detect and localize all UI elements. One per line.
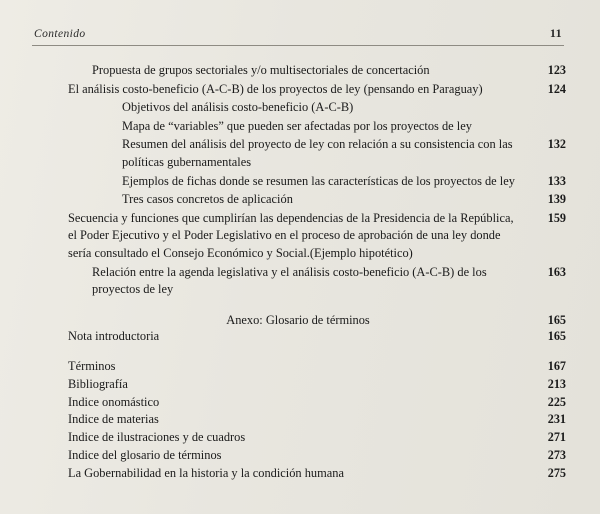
toc-entry-page: 124 (547, 81, 566, 96)
toc-entry-page: 123 (547, 63, 566, 77)
toc-tail-entry-label: Indice onomástico (68, 394, 160, 409)
header-rule (32, 45, 564, 46)
toc-tail-entry-page: 225 (547, 394, 566, 409)
toc-row (122, 118, 566, 136)
running-title: Contenido (34, 28, 86, 40)
toc-row (68, 447, 566, 465)
toc-tail-entry-page: 167 (547, 358, 566, 373)
toc-row (68, 411, 566, 429)
toc-row (68, 429, 566, 447)
toc-entry-label: Tres casos concretos de aplicación (122, 192, 293, 207)
toc-tail-entries (30, 358, 566, 484)
toc-entry-page: 133 (547, 173, 566, 188)
toc-tail-entry-page: 275 (547, 466, 566, 481)
toc-tail-entry-label: Bibliografía (68, 376, 128, 391)
toc-row (92, 62, 566, 80)
page-folio: 11 (549, 26, 562, 40)
toc-row (92, 264, 566, 299)
toc-entry-label: Relación entre la agenda legislativa y el análisis costo-beneficio (A-C-B) de los proyectos de ley (92, 264, 487, 297)
toc-entry-page: 159 (547, 210, 566, 225)
toc-tail-entry-label: Indice del glosario de términos (68, 448, 222, 463)
toc-tail-entry-page: 271 (547, 430, 566, 445)
toc-row (68, 465, 566, 483)
toc-tail-entry-label: Términos (68, 358, 116, 373)
toc-entry-label: Ejemplos de fichas donde se resumen las características de los proyectos de ley (122, 173, 515, 188)
nota-introductoria-row (68, 328, 566, 346)
toc-row (68, 376, 566, 394)
toc-entry-label: Secuencia y funciones que cumplirían las dependencias de la Presidencia de la República, el Poder Ejecutivo y el Poder Legislativo en el proceso de aprobación de una ley donde sería consultado el Consejo Económico y Social.(Ejemplo hipotético) (68, 210, 514, 261)
running-head (30, 26, 566, 43)
toc-tail-entry-page: 213 (547, 376, 566, 391)
toc-row (122, 99, 566, 117)
nota-introductoria-label: Nota introductoria (68, 328, 160, 343)
anexo-page: 165 (547, 312, 566, 327)
toc-row (68, 210, 566, 263)
toc-tail-entry-page: 231 (547, 412, 566, 427)
nota-introductoria-page: 165 (547, 328, 566, 343)
anexo-title: Anexo: Glosario de términos (226, 312, 370, 327)
toc-entry-page: 132 (547, 137, 566, 152)
toc-row (122, 136, 566, 171)
toc-row (122, 173, 566, 191)
toc-row (122, 191, 566, 209)
toc-entry-label: Mapa de “variables” que pueden ser afectadas por los proyectos de ley (122, 118, 472, 133)
toc-tail-entry-page: 273 (547, 448, 566, 463)
anexo-heading (30, 313, 566, 328)
toc-entry-page: 139 (547, 192, 566, 207)
toc-entry-page: 163 (547, 264, 566, 279)
toc-entry-label: El análisis costo-beneficio (A-C-B) de los proyectos de ley (pensando en Paraguay) (68, 81, 483, 96)
toc-row (68, 81, 566, 99)
toc-entries (30, 62, 566, 299)
toc-row (68, 358, 566, 376)
toc-entry-label: Resumen del análisis del proyecto de ley con relación a su consistencia con las políticas gubernamentales (122, 137, 513, 170)
toc-tail-entry-label: Indice de materias (68, 412, 159, 427)
toc-tail-entry-label: Indice de ilustraciones y de cuadros (68, 430, 246, 445)
toc-entry-label: Propuesta de grupos sectoriales y/o multisectoriales de concertación (92, 63, 430, 77)
toc-tail-entry-label: La Gobernabilidad en la historia y la condición humana (68, 466, 344, 481)
toc-entry-label: Objetivos del análisis costo-beneficio (A-C-B) (122, 100, 354, 115)
toc-row (68, 394, 566, 412)
